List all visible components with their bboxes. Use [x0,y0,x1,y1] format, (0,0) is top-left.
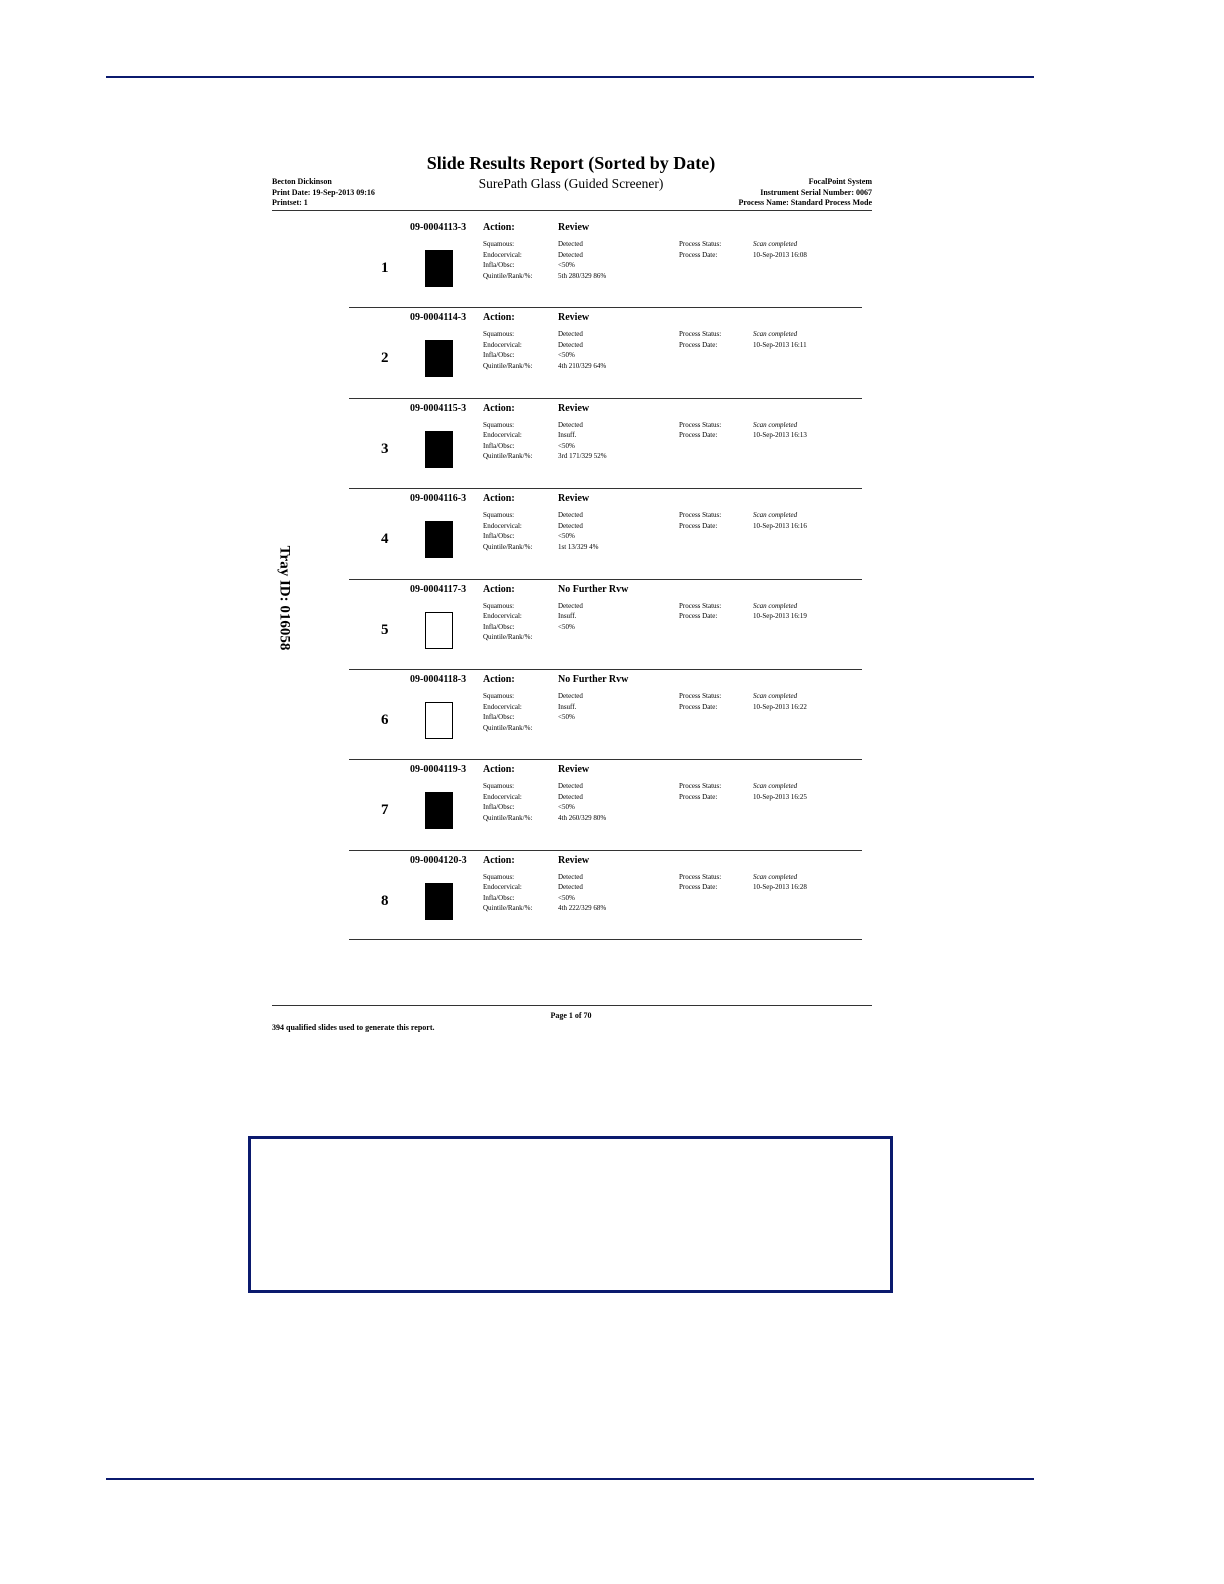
header-print-date: Print Date: 19-Sep-2013 09:16 [272,187,375,197]
slide-indicator-empty [425,702,453,739]
slide-separator [349,488,862,489]
process-status: Scan completed [753,240,798,248]
field-label: Quintile/Rank/%: [483,542,533,551]
list-end-rule [349,939,862,940]
action-label: Action: [483,402,515,414]
action-label: Action: [483,854,515,866]
slide-indicator-filled [425,250,453,287]
field-value: <50% [558,622,575,631]
field-values [558,691,583,733]
slide-indicator-filled [425,521,453,558]
action-value: Review [558,402,590,414]
field-value: Insuff. [558,612,577,621]
slide-row [349,759,862,849]
field-labels [483,872,532,914]
process-date: 10-Sep-2013 16:19 [753,612,807,621]
field-label: Quintile/Rank/%: [483,633,533,642]
process-label: Process Date: [679,883,718,892]
field-value: Detected [558,250,583,259]
process-status: Scan completed [753,782,798,791]
field-label: Squamous: [483,511,515,520]
field-label: Squamous: [483,872,515,881]
process-labels [679,239,721,260]
field-label: Quintile/Rank/%: [483,452,533,461]
slide-separator [349,579,862,580]
process-values [753,601,807,622]
field-label: Endocervical: [483,612,522,621]
process-status: Scan completed [753,511,798,520]
process-values [753,691,807,712]
slide-number: 1 [381,260,389,276]
process-status: Scan completed [753,601,798,610]
field-label: Endocervical: [483,792,522,801]
header-process-name: Process Name: Standard Process Mode [738,198,872,207]
tray-id: Tray ID: 016058 [276,545,293,651]
process-label: Process Status: [679,782,722,791]
header-right [672,177,872,209]
slide-row [349,850,862,940]
action-value: No Further Rvw [558,674,629,685]
slide-id: 09-0004119-3 [410,764,467,776]
field-label: Squamous: [483,330,515,339]
field-value: <50% [558,261,575,269]
slide-row [349,579,862,669]
slide-indicator-filled [425,340,453,377]
process-label: Process Date: [679,340,718,349]
process-label: Process Status: [679,692,722,700]
footnote: 394 qualified slides used to generate this report. [272,1023,435,1032]
field-values [558,420,607,462]
action-label: Action: [483,674,515,685]
note-box [248,1136,893,1293]
header-printset: Printset: 1 [272,198,308,207]
process-status: Scan completed [753,420,798,429]
field-label: Squamous: [483,601,515,610]
field-value: 4th 210/329 64% [558,361,607,370]
action-value: Review [558,764,590,776]
field-values [558,601,583,643]
slide-separator [349,307,862,308]
field-label: Endocervical: [483,340,522,349]
field-value: Detected [558,883,583,892]
field-label: Infla/Obsc: [483,351,515,360]
slide-number: 4 [381,531,389,548]
process-date: 10-Sep-2013 16:08 [753,250,807,259]
slide-separator [349,759,862,760]
slide-id: 09-0004115-3 [410,402,467,414]
field-label: Infla/Obsc: [483,803,515,812]
field-label: Endocervical: [483,883,522,892]
field-value: <50% [558,893,575,902]
process-date: 10-Sep-2013 16:25 [753,792,807,801]
slide-number: 7 [381,802,389,819]
field-label: Infla/Obsc: [483,261,515,269]
slide-indicator-filled [425,883,453,920]
field-value: 3rd 171/329 52% [558,452,607,461]
process-labels [679,329,721,350]
action-value: No Further Rvw [558,583,629,595]
header-company: Becton Dickinson [272,177,332,186]
slide-number: 2 [381,350,389,367]
process-status: Scan completed [753,692,798,700]
field-labels [483,691,532,733]
field-labels [483,781,532,823]
field-value: Detected [558,240,583,248]
action-label: Action: [483,222,515,233]
field-value: Detected [558,601,583,610]
action-label: Action: [483,764,515,776]
field-labels [483,329,532,371]
field-labels [483,239,532,281]
field-value: <50% [558,532,575,541]
field-value: 1st 13/329 4% [558,542,599,551]
slide-id: 09-0004118-3 [410,674,467,685]
footer-rule [272,1005,872,1006]
slide-id: 09-0004116-3 [410,493,467,505]
field-value: <50% [558,803,575,812]
field-labels [483,420,532,462]
header-rule [272,210,872,211]
process-values [753,872,807,893]
field-value: <50% [558,441,575,450]
slide-row [349,488,862,578]
field-value: Detected [558,692,583,700]
process-date: 10-Sep-2013 16:13 [753,431,807,440]
process-status: Scan completed [753,872,798,881]
field-label: Infla/Obsc: [483,622,515,631]
field-value: Insuff. [558,702,577,711]
process-labels [679,691,721,712]
process-label: Process Date: [679,250,718,259]
field-label: Squamous: [483,692,515,700]
slide-number: 8 [381,892,389,909]
field-label: Infla/Obsc: [483,893,515,902]
field-label: Infla/Obsc: [483,532,515,541]
process-date: 10-Sep-2013 16:11 [753,340,807,349]
field-value: Detected [558,340,583,349]
process-label: Process Status: [679,240,722,248]
process-label: Process Date: [679,702,718,711]
field-value: 5th 280/329 86% [558,271,607,280]
field-value: Detected [558,792,583,801]
process-labels [679,420,721,441]
page-number: Page 1 of 70 [550,1011,592,1020]
field-value: Detected [558,521,583,530]
slide-separator [349,669,862,670]
process-date: 10-Sep-2013 16:22 [753,702,807,711]
process-values [753,510,807,531]
process-labels [679,510,721,531]
field-value [558,632,583,643]
field-label: Quintile/Rank/%: [483,723,533,732]
field-value [558,723,583,734]
process-label: Process Status: [679,601,722,610]
slide-id: 09-0004113-3 [410,222,467,233]
field-values [558,510,598,552]
process-status: Scan completed [753,330,798,339]
field-label: Squamous: [483,782,515,791]
field-values [558,781,606,823]
field-label: Quintile/Rank/%: [483,904,533,913]
field-label: Endocervical: [483,431,522,440]
process-values [753,239,807,260]
field-label: Endocervical: [483,702,522,711]
field-value: 4th 222/329 68% [558,904,607,913]
slide-number: 5 [381,621,389,638]
process-label: Process Status: [679,420,722,429]
process-label: Process Date: [679,612,718,621]
slide-id: 09-0004120-3 [410,854,467,866]
top-rule [106,76,1034,78]
field-value: <50% [558,351,575,360]
field-label: Squamous: [483,420,515,429]
field-values [558,872,606,914]
slide-indicator-empty [425,612,453,649]
process-values [753,781,807,802]
process-values [753,329,807,350]
slide-indicator-filled [425,431,453,468]
action-value: Review [558,493,590,505]
process-label: Process Date: [679,792,718,801]
slide-row [349,217,862,307]
action-label: Action: [483,312,515,324]
field-value: Detected [558,420,583,429]
field-values [558,329,606,371]
process-date: 10-Sep-2013 16:16 [753,521,807,530]
field-label: Quintile/Rank/%: [483,813,533,822]
report-subtitle: SurePath Glass (Guided Screener) [478,176,664,191]
process-label: Process Status: [679,330,722,339]
header-left [272,177,375,209]
field-value: Detected [558,511,583,520]
action-value: Review [558,312,590,324]
slide-id: 09-0004117-3 [410,583,467,595]
slide-number: 6 [381,712,389,728]
field-value: Detected [558,872,583,881]
slide-id: 09-0004114-3 [410,312,467,324]
action-value: Review [558,854,590,866]
field-labels [483,510,532,552]
bottom-rule [106,1478,1034,1480]
action-label: Action: [483,583,515,595]
field-value: Detected [558,782,583,791]
action-value: Review [558,222,590,233]
process-labels [679,872,721,893]
slide-row [349,307,862,397]
slide-separator [349,398,862,399]
field-label: Endocervical: [483,250,522,259]
process-labels [679,781,721,802]
field-value: Insuff. [558,431,577,440]
slide-separator [349,850,862,851]
action-label: Action: [483,493,515,505]
report-title: Slide Results Report (Sorted by Date) [426,153,716,173]
slide-row [349,669,862,759]
field-label: Quintile/Rank/%: [483,361,533,370]
process-values [753,420,807,441]
process-label: Process Status: [679,872,722,881]
field-label: Endocervical: [483,521,522,530]
field-value: Detected [558,330,583,339]
header-system: FocalPoint System [808,177,872,186]
slide-number: 3 [381,440,389,457]
field-values [558,239,606,281]
field-value: <50% [558,713,575,721]
process-date: 10-Sep-2013 16:28 [753,883,807,892]
field-label: Squamous: [483,240,515,248]
field-labels [483,601,532,643]
field-value: 4th 260/329 80% [558,813,607,822]
field-label: Infla/Obsc: [483,441,515,450]
process-label: Process Status: [679,511,722,520]
process-labels [679,601,721,622]
process-label: Process Date: [679,521,718,530]
header-serial: Instrument Serial Number: 0067 [760,187,872,197]
field-label: Infla/Obsc: [483,713,515,721]
slide-indicator-filled [425,792,453,829]
process-label: Process Date: [679,431,718,440]
slide-row [349,398,862,488]
field-label: Quintile/Rank/%: [483,271,533,280]
